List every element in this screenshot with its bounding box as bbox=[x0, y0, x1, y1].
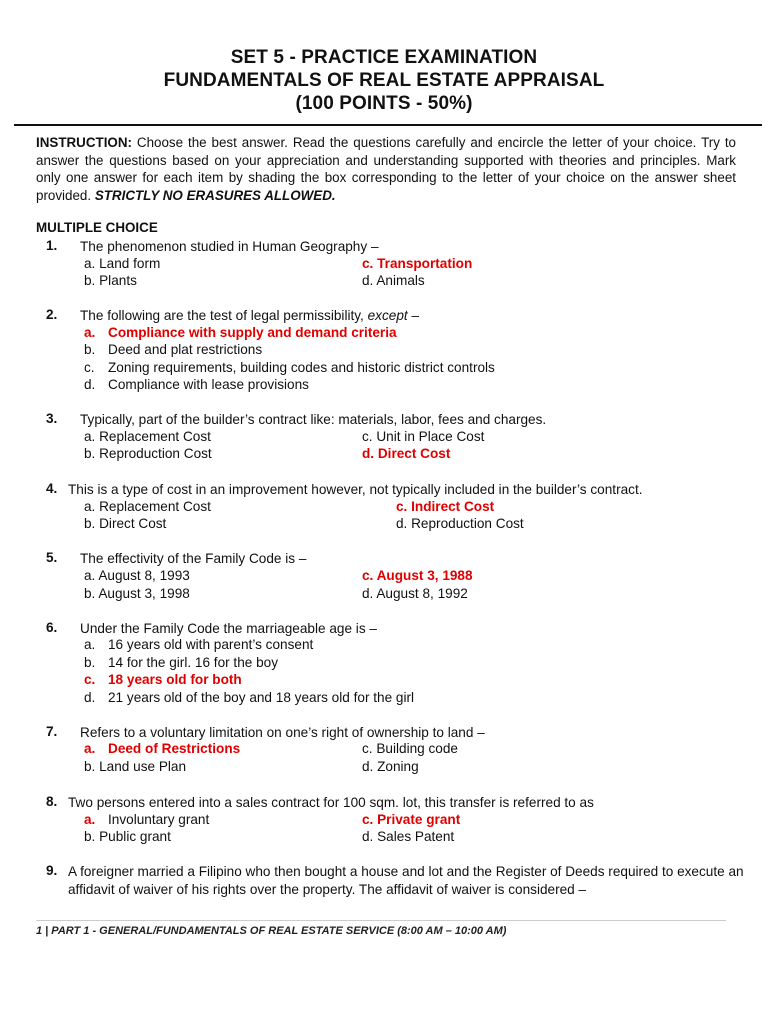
option-letter: a. bbox=[84, 637, 96, 652]
option-d-answer[interactable]: d. Direct Cost bbox=[362, 446, 451, 461]
instruction-text: Choose the best answer. Read the questions carefully and encircle the letter of your choice. Try to answer the questions based on your appreciation and understanding supported with theories and principles. Mark only one answer for each item by shading the box corresponding to the letter of your choice on the answer sheet provided. bbox=[36, 135, 736, 203]
option-a[interactable]: a. Replacement Cost bbox=[84, 499, 211, 514]
question-number: 2. bbox=[46, 307, 58, 322]
option-text: Compliance with supply and demand criteria bbox=[108, 325, 397, 340]
instruction-emphasis: STRICTLY NO ERASURES ALLOWED. bbox=[94, 187, 336, 203]
option-a[interactable]: a. Replacement Cost bbox=[84, 429, 211, 444]
section-heading: MULTIPLE CHOICE bbox=[36, 220, 158, 235]
stem-dash: – bbox=[407, 308, 420, 323]
question-stem: The phenomenon studied in Human Geography – bbox=[80, 239, 379, 254]
option-b[interactable] bbox=[84, 342, 262, 357]
question-stem: A foreigner married a Filipino who then bought a house and lot and the Register of Deeds required to execute an affidavit of waiver of his rights over the property. The affidavit of waiver is considered – bbox=[68, 864, 744, 897]
stem-text: The following are the test of legal permissibility, bbox=[80, 308, 368, 323]
stem-italic: except bbox=[367, 308, 408, 323]
question-number: 9. bbox=[46, 863, 58, 878]
option-b[interactable]: b. Land use Plan bbox=[84, 759, 187, 774]
instruction-label: INSTRUCTION: bbox=[36, 135, 132, 150]
question-stem: This is a type of cost in an improvement however, not typically included in the builder’s contract. bbox=[68, 482, 643, 497]
option-letter: c. bbox=[84, 360, 95, 375]
option-b[interactable] bbox=[84, 655, 278, 670]
option-text: Zoning requirements, building codes and historic district controls bbox=[108, 360, 495, 375]
title-line-3: (100 POINTS - 50%) bbox=[295, 93, 473, 114]
question-stem: Refers to a voluntary limitation on one’s right of ownership to land – bbox=[80, 725, 485, 740]
option-letter: c. bbox=[84, 672, 96, 687]
question-number: 8. bbox=[46, 794, 58, 809]
option-a[interactable] bbox=[84, 637, 313, 652]
option-d[interactable]: d. Animals bbox=[362, 273, 425, 288]
option-b[interactable]: b. August 3, 1998 bbox=[84, 586, 190, 601]
option-c[interactable]: c. Unit in Place Cost bbox=[362, 429, 485, 444]
option-text: Involuntary grant bbox=[108, 812, 210, 827]
footer-divider bbox=[36, 920, 726, 921]
option-letter: a. bbox=[84, 812, 96, 827]
option-d[interactable] bbox=[84, 377, 309, 392]
option-letter: a. bbox=[84, 325, 96, 340]
option-c-answer[interactable] bbox=[84, 672, 242, 687]
option-c-answer[interactable]: c. August 3, 1988 bbox=[362, 568, 473, 583]
option-a[interactable]: a. August 8, 1993 bbox=[84, 568, 190, 583]
option-text: Deed of Restrictions bbox=[108, 741, 241, 756]
option-text: Deed and plat restrictions bbox=[108, 342, 263, 357]
option-c-answer[interactable]: c. Transportation bbox=[362, 256, 473, 271]
question-stem: The effectivity of the Family Code is – bbox=[80, 551, 307, 566]
question-number: 7. bbox=[46, 724, 58, 739]
option-d[interactable]: d. Reproduction Cost bbox=[396, 516, 524, 531]
option-c[interactable] bbox=[84, 360, 495, 375]
question-number: 6. bbox=[46, 620, 58, 635]
option-a-answer[interactable] bbox=[84, 741, 240, 756]
question-stem: Under the Family Code the marriageable age is – bbox=[80, 621, 377, 636]
question-stem bbox=[80, 307, 740, 325]
option-a[interactable] bbox=[84, 812, 209, 827]
title-line-1: SET 5 - PRACTICE EXAMINATION bbox=[230, 47, 538, 68]
option-c[interactable]: c. Building code bbox=[362, 741, 458, 756]
title-line-2: FUNDAMENTALS OF REAL ESTATE APPRAISAL bbox=[163, 70, 605, 91]
question-number: 5. bbox=[46, 550, 58, 565]
question-stem: Two persons entered into a sales contract for 100 sqm. lot, this transfer is referred to as bbox=[68, 795, 594, 810]
option-letter: d. bbox=[84, 377, 96, 392]
option-text: Compliance with lease provisions bbox=[108, 377, 309, 392]
question-number: 4. bbox=[46, 481, 58, 496]
option-d[interactable] bbox=[84, 690, 414, 705]
option-letter: a. bbox=[84, 741, 96, 756]
option-c-answer[interactable]: c. Indirect Cost bbox=[396, 499, 495, 514]
option-text: 21 years old of the boy and 18 years old for the girl bbox=[108, 690, 415, 705]
option-d[interactable]: d. Zoning bbox=[362, 759, 419, 774]
header-divider bbox=[14, 124, 762, 126]
option-text: 14 for the girl. 16 for the boy bbox=[108, 655, 279, 670]
option-b[interactable]: b. Plants bbox=[84, 273, 137, 288]
question-number: 3. bbox=[46, 411, 58, 426]
page-footer: 1 | PART 1 - GENERAL/FUNDAMENTALS OF REAL ESTATE SERVICE (8:00 AM – 10:00 AM) bbox=[36, 925, 507, 937]
option-text: 16 years old with parent’s consent bbox=[108, 637, 314, 652]
question-number: 1. bbox=[46, 238, 58, 253]
option-b[interactable]: b. Reproduction Cost bbox=[84, 446, 212, 461]
option-letter: d. bbox=[84, 690, 96, 705]
option-letter: b. bbox=[84, 655, 96, 670]
option-text: 18 years old for both bbox=[108, 672, 242, 687]
question-stem: Typically, part of the builder’s contract like: materials, labor, fees and charges. bbox=[80, 412, 547, 427]
option-c-answer[interactable]: c. Private grant bbox=[362, 812, 461, 827]
option-a-answer[interactable] bbox=[84, 325, 397, 340]
option-b[interactable]: b. Direct Cost bbox=[84, 516, 167, 531]
exam-title bbox=[0, 46, 768, 115]
instruction-paragraph bbox=[36, 134, 736, 204]
option-d[interactable]: d. Sales Patent bbox=[362, 829, 455, 844]
option-a[interactable]: a. Land form bbox=[84, 256, 161, 271]
option-d[interactable]: d. August 8, 1992 bbox=[362, 586, 468, 601]
option-letter: b. bbox=[84, 342, 96, 357]
option-b[interactable]: b. Public grant bbox=[84, 829, 171, 844]
